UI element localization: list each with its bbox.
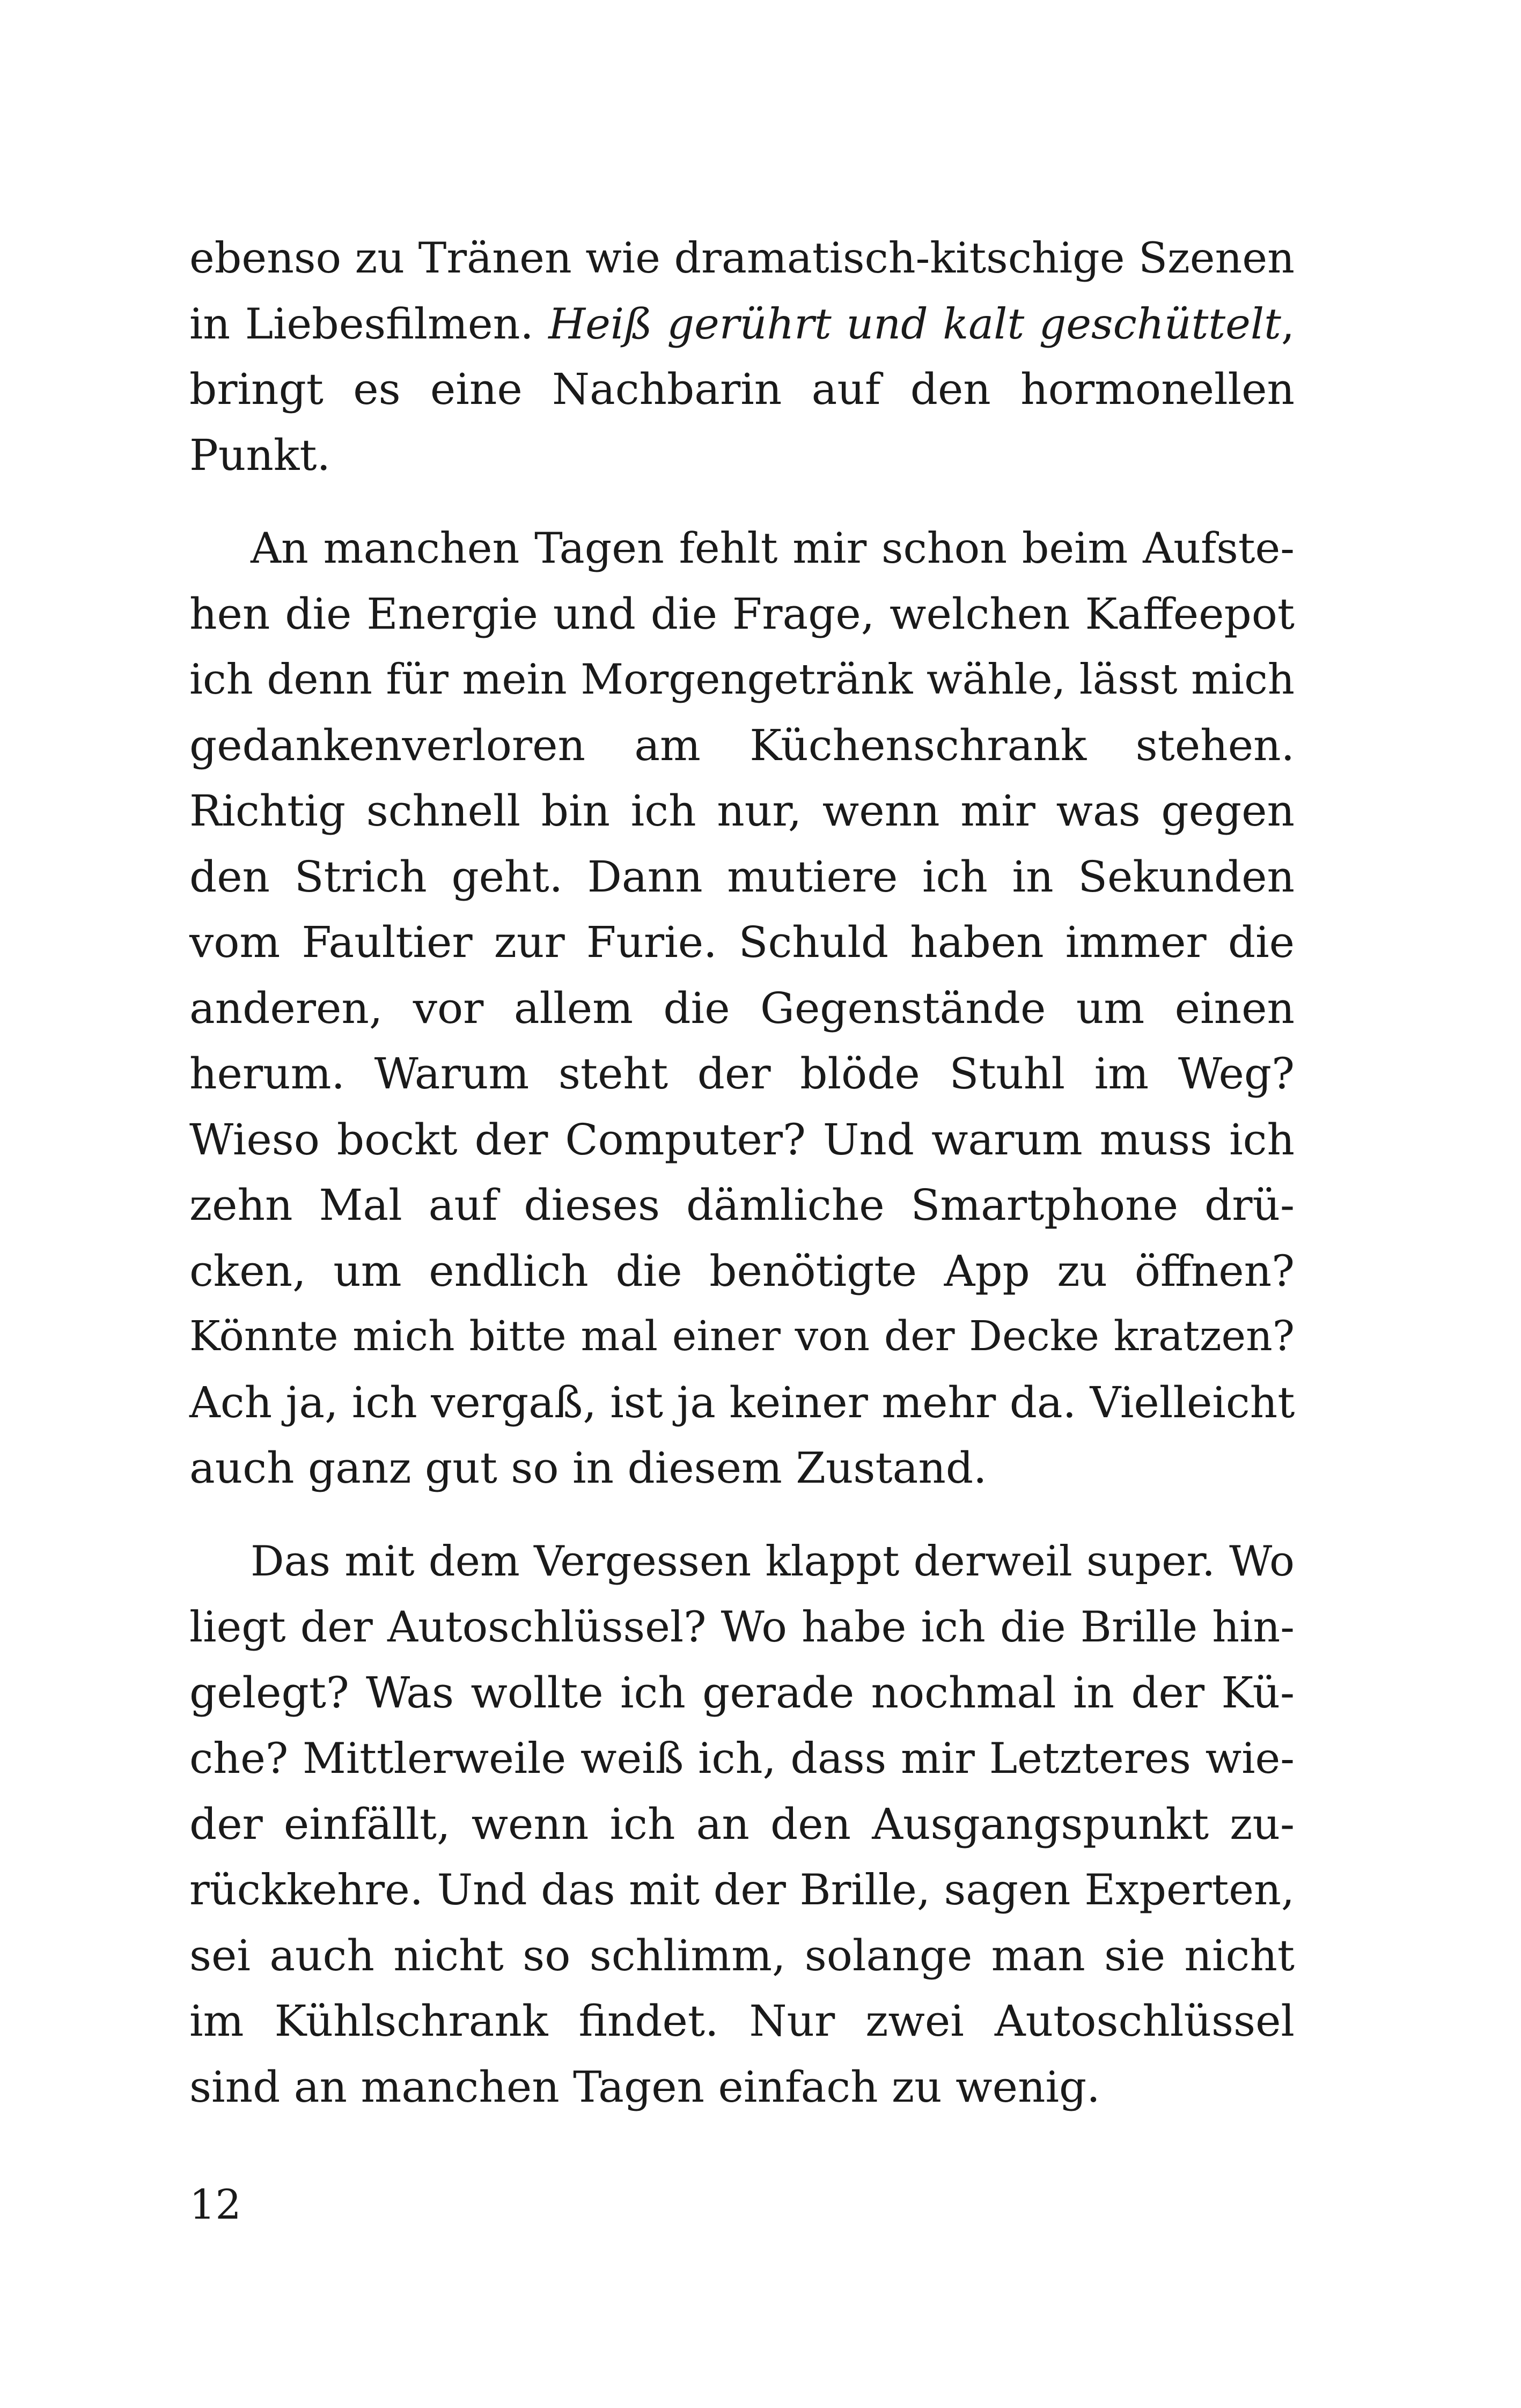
text-line: im Kühlschrank findet. Nur zwei Autoschlüssel xyxy=(189,1996,1295,2046)
text-line: Richtig schnell bin ich nur, wenn mir was gegen xyxy=(189,786,1295,836)
text-line: zehn Mal auf dieses dämliche Smartphone drü- xyxy=(189,1180,1295,1230)
text-line: bringt es eine Nachbarin auf den hormonellen xyxy=(189,364,1295,414)
text-run: , xyxy=(1281,299,1295,349)
text-line: Ach ja, ich vergaß, ist ja keiner mehr da. Vielleicht xyxy=(189,1377,1295,1427)
text-line: liegt der Autoschlüssel? Wo habe ich die Brille hin- xyxy=(189,1602,1295,1652)
text-line: vom Faultier zur Furie. Schuld haben immer die xyxy=(189,917,1295,967)
text-line: sind an manchen Tagen einfach zu wenig. xyxy=(189,2061,1100,2112)
body-text xyxy=(189,225,1295,2120)
text-line: cken, um endlich die benötigte App zu öffnen? xyxy=(189,1246,1295,1296)
text-line: der einfällt, wenn ich an den Ausgangspunkt zu- xyxy=(189,1799,1295,1849)
paragraph-spacer xyxy=(189,1501,1295,1529)
text-line: rückkehre. Und das mit der Brille, sagen Experten, xyxy=(189,1865,1295,1914)
text-line: Könnte mich bitte mal einer von der Decke kratzen? xyxy=(189,1313,1295,1360)
emphasized-text: Heiß gerührt und kalt geschüttelt xyxy=(548,299,1281,349)
text-line: che? Mittlerweile weiß ich, dass mir Letzteres wie- xyxy=(189,1734,1295,1783)
text-line: Das mit dem Vergessen klappt derweil super. Wo xyxy=(251,1537,1295,1586)
text-line: ich denn für mein Morgengetränk wähle, lässt mich xyxy=(189,656,1295,704)
text-line: Punkt. xyxy=(189,430,330,480)
page-number: 12 xyxy=(189,2181,241,2228)
text-line: hen die Energie und die Frage, welchen Kaffeepot xyxy=(189,588,1295,639)
text-run: in Liebesfilmen. xyxy=(189,299,549,349)
text-line: ebenso zu Tränen wie dramatisch-kitschige Szenen xyxy=(189,233,1295,283)
text-line: gedankenverloren am Küchenschrank stehen. xyxy=(189,720,1295,770)
text-line: gelegt? Was wollte ich gerade nochmal in der Kü- xyxy=(189,1667,1295,1718)
text-line: herum. Warum steht der blöde Stuhl im Weg? xyxy=(189,1049,1295,1099)
text-line: den Strich geht. Dann mutiere ich in Sekunden xyxy=(189,851,1295,902)
text-line: An manchen Tagen fehlt mir schon beim Aufste- xyxy=(251,524,1295,573)
text-line: auch ganz gut so in diesem Zustand. xyxy=(189,1443,987,1493)
paragraph-spacer xyxy=(189,488,1295,516)
text-line: Wieso bockt der Computer? Und warum muss ich xyxy=(189,1114,1295,1165)
text-line xyxy=(189,291,1295,357)
text-line: anderen, vor allem die Gegenstände um einen xyxy=(189,983,1295,1033)
text-line: sei auch nicht so schlimm, solange man sie nicht xyxy=(189,1930,1295,1980)
